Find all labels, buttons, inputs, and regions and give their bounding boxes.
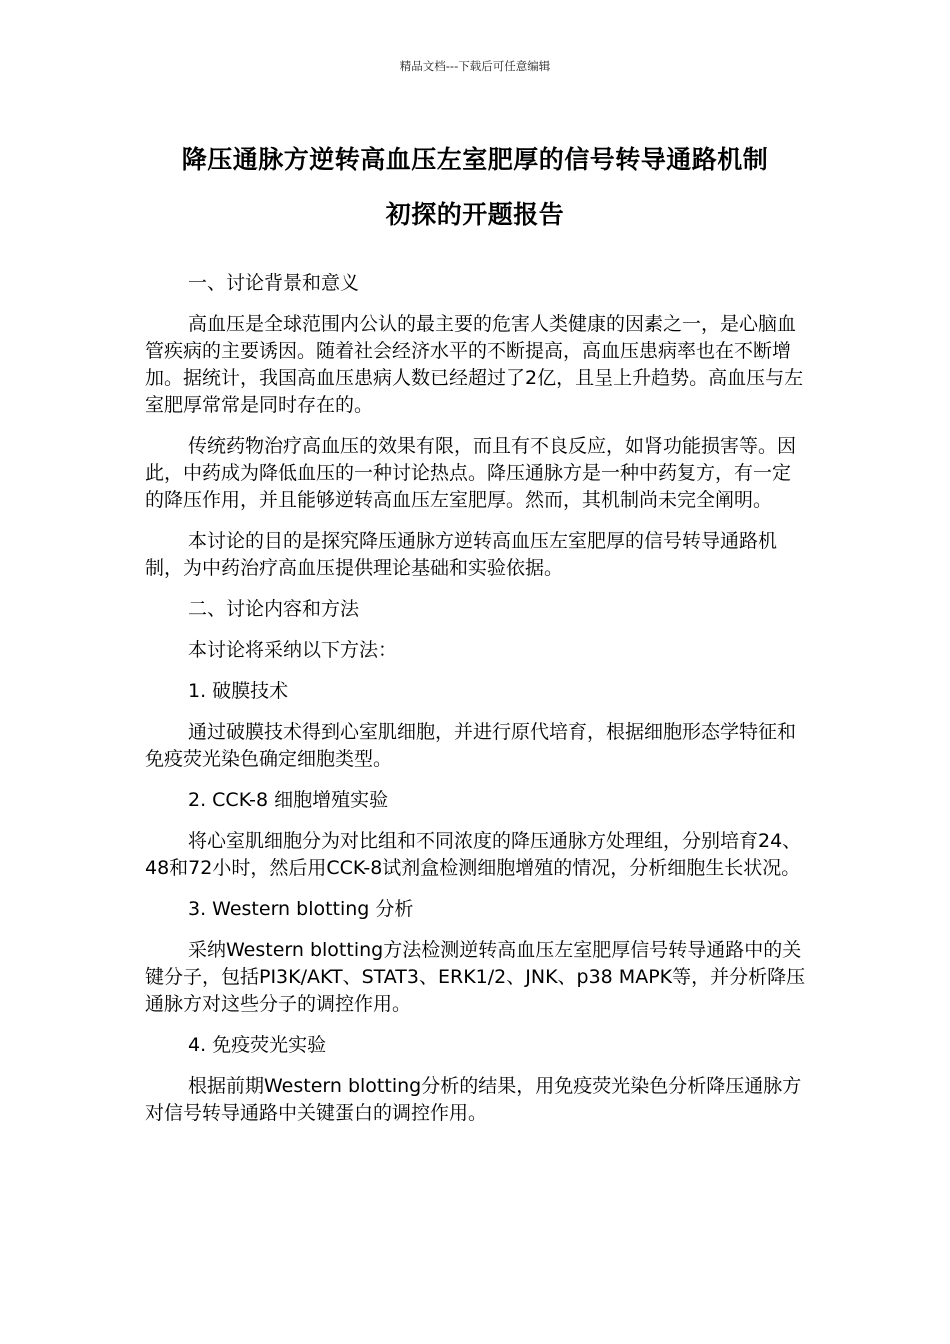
document-title-line-1: 降压通脉方逆转高血压左室肥厚的信号转导通路机制 (181, 145, 769, 174)
paragraph-background-1: 高血压是全球范围内公认的最主要的危害人类健康的因素之一，是心脑血管疾病的主要诱因。随着社会经济水平的不断提高，高血压患病率也在不断增加。据统计，我国高血压患病人数已经超过了2亿，且呈上升趋势。高血压与左室肥厚常常是同时存在的。 (145, 313, 804, 416)
section-heading-background: 一、讨论背景和意义 (188, 272, 360, 294)
paragraph-background-2: 传统药物治疗高血压的效果有限，而且有不良反应，如肾功能损害等。因此，中药成为降低血压的一种讨论热点。降压通脉方是一种中药复方，有一定的降压作用，并且能够逆转高血压左室肥厚。然而，其机制尚未完全阐明。 (145, 435, 797, 511)
method-4-title: 4. 免疫荧光实验 (188, 1034, 327, 1056)
method-2-text: 将心室肌细胞分为对比组和不同浓度的降压通脉方处理组，分别培育24、48和72小时，然后用CCK-8试剂盒检测细胞增殖的情况，分析细胞生长状况。 (145, 830, 802, 879)
document-title-line-2: 初探的开题报告 (385, 200, 565, 229)
method-3-title: 3. Western blotting 分析 (188, 898, 414, 920)
paragraph-background-3: 本讨论的目的是探究降压通脉方逆转高血压左室肥厚的信号转导通路机制，为中药治疗高血压提供理论基础和实验依据。 (145, 530, 778, 579)
method-2-title: 2. CCK-8 细胞增殖实验 (188, 789, 389, 811)
header-note: 精品文档---下载后可任意编辑 (399, 59, 551, 73)
method-1-text: 通过破膜技术得到心室肌细胞，并进行原代培育，根据细胞形态学特征和免疫荧光染色确定细胞类型。 (145, 721, 797, 770)
method-3-text: 采纳Western blotting方法检测逆转高血压左室肥厚信号转导通路中的关键分子，包括PI3K/AKT、STAT3、ERK1/2、JNK、p38 MAPK等，并分析降压通脉方对这些分子的调控作用。 (145, 939, 806, 1015)
method-1-title: 1. 破膜技术 (188, 680, 289, 702)
document-body (145, 270, 809, 1127)
methods-intro: 本讨论将采纳以下方法： (188, 639, 398, 661)
method-4-text: 根据前期Western blotting分析的结果，用免疫荧光染色分析降压通脉方对信号转导通路中关键蛋白的调控作用。 (145, 1075, 802, 1124)
section-heading-methods: 二、讨论内容和方法 (188, 598, 360, 620)
